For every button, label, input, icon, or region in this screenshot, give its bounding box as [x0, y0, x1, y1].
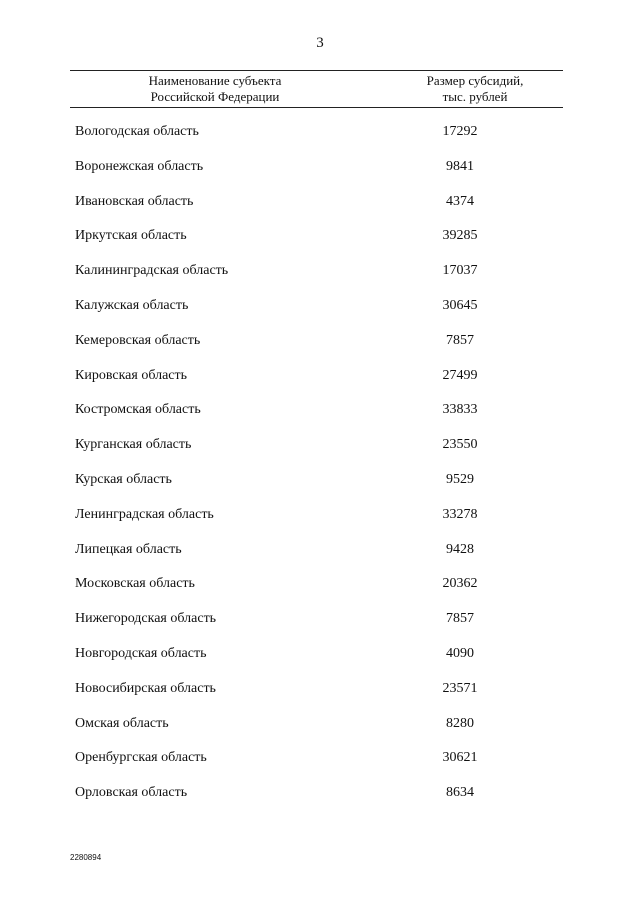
subsidy-amount: 9428 [446, 541, 474, 557]
table-row [0, 603, 640, 638]
subsidy-amount: 4090 [446, 645, 474, 661]
table-row [0, 220, 640, 255]
table-row [0, 255, 640, 290]
subsidy-amount: 8280 [446, 715, 474, 731]
region-name: Липецкая область [75, 541, 182, 557]
region-name: Калининградская область [75, 263, 229, 279]
region-name: Омская область [75, 715, 169, 731]
table-body [0, 116, 640, 812]
header-region-name-line1: Наименование субъекта [148, 73, 282, 88]
region-name: Новгородская область [75, 645, 207, 661]
subsidy-amount: 27499 [442, 367, 478, 383]
region-name: Вологодская область [75, 124, 199, 139]
region-name: Курганская область [75, 437, 192, 453]
table-row [0, 429, 640, 464]
table-row [0, 186, 640, 221]
region-name: Костромская область [75, 402, 201, 418]
subsidy-amount: 7857 [446, 332, 474, 348]
region-name: Орловская область [75, 785, 188, 801]
header-region-name-line2: Российской Федерации [150, 89, 280, 104]
region-name: Иркутская область [75, 228, 187, 244]
region-name: Московская область [75, 576, 195, 592]
region-name: Ленинградская область [75, 506, 214, 522]
region-name: Воронежская область [75, 158, 204, 174]
header-subsidy-amount-line2: тыс. рублей [442, 89, 508, 104]
header-subsidy-amount [390, 73, 560, 105]
header-subsidy-amount-line1: Размер субсидий, [426, 73, 524, 88]
subsidy-amount: 17037 [442, 263, 478, 279]
region-name: Ивановская область [75, 193, 194, 209]
subsidy-amount: 33278 [442, 506, 478, 522]
region-name: Кировская область [75, 367, 188, 383]
subsidy-amount: 7857 [446, 611, 474, 627]
table-row [0, 673, 640, 708]
table-row [0, 151, 640, 186]
subsidy-amount: 9841 [446, 158, 474, 174]
table-row [0, 638, 640, 673]
subsidy-amount: 39285 [442, 228, 478, 244]
subsidy-amount: 8634 [446, 785, 474, 801]
table-row [0, 777, 640, 812]
table-header [70, 70, 563, 108]
table-row [0, 360, 640, 395]
subsidy-amount: 23571 [442, 680, 478, 696]
table-row [0, 742, 640, 777]
table-row [0, 464, 640, 499]
region-name: Новосибирская область [75, 680, 216, 696]
table-row [0, 499, 640, 534]
table-row [0, 568, 640, 603]
page-number: 3 [316, 35, 324, 51]
subsidy-amount: 9529 [446, 471, 474, 487]
subsidy-amount: 33833 [442, 402, 478, 418]
subsidy-amount: 17292 [442, 124, 478, 139]
subsidy-amount: 20362 [442, 576, 478, 592]
subsidy-amount: 4374 [446, 193, 474, 209]
table-row [0, 708, 640, 743]
table-row [0, 116, 640, 151]
table-row [0, 534, 640, 569]
table-row [0, 325, 640, 360]
region-name: Калужская область [75, 297, 189, 313]
document-code: 2280894 [70, 853, 102, 862]
region-name: Нижегородская область [75, 611, 217, 627]
subsidy-amount: 30645 [442, 297, 478, 313]
subsidy-amount: 30621 [442, 750, 478, 766]
region-name: Курская область [75, 471, 172, 487]
table-row [0, 394, 640, 429]
region-name: Кемеровская область [75, 332, 201, 348]
subsidy-amount: 23550 [442, 437, 478, 453]
header-region-name [70, 73, 360, 105]
region-name: Оренбургская область [75, 750, 207, 766]
table-row [0, 290, 640, 325]
